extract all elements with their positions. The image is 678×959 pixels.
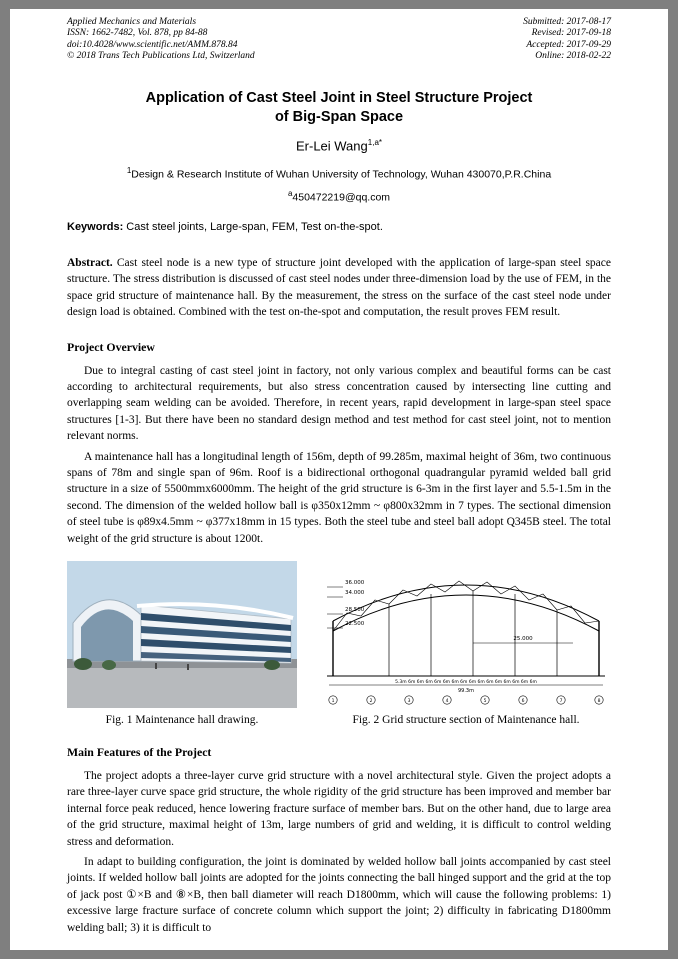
journal-issn: ISSN: 1662-7482, Vol. 878, pp 84-88 <box>67 28 208 39</box>
features-paragraph-1: The project adopts a three-layer curve grid structure with a novel architectural style. Given the project adopts a rare three-layer curve space grid structure, the whole rigidity of the grid structure has been improved and member bar internal force peak reduced, hence lowering fracture surface of member bars. But on the other hand, due to large area of the grid structure, maximal height of 13m, large numbers of grid and welding, it is difficult to control welding stress and deformation. <box>67 770 611 848</box>
fig1-caption: Fig. 1 Maintenance hall drawing. <box>105 714 259 727</box>
author-line <box>67 138 611 153</box>
bay-dimensions: 5.3m 6m 6m 6m 6m 6m 6m 6m 6m 6m 6m 6m 6m 6m 6m 6m <box>395 680 537 686</box>
submitted-date: Submitted: 2017-08-17 <box>523 17 611 27</box>
paper-page <box>10 9 668 950</box>
paper-title-line2: of Big-Span Space <box>274 108 404 125</box>
elevation-label-1: 36.000 <box>345 580 365 587</box>
journal-info <box>67 17 255 63</box>
tree <box>264 660 280 670</box>
figure-1 <box>67 561 297 726</box>
keywords-label: Keywords: <box>67 220 124 233</box>
email-superscript: a <box>287 189 293 199</box>
truss-bottom-chord <box>333 595 599 631</box>
email-text: 450472219@qq.com <box>292 191 391 204</box>
abstract-label: Abstract. <box>67 256 113 269</box>
elevation-label-2: 34.000 <box>345 590 365 597</box>
accepted-date: Accepted: 2017-09-29 <box>526 39 611 50</box>
features-paragraph-2: In adapt to building configuration, the joint is dominated by welded hollow ball joints accompanied by cast steel joints. If welded hollow ball joints are adopted for the joints connecting the ball hinged support and the grid at the top of jack post ①×B and ⑧×B, then ball diameter will reach D1800mm, which will cause the following problems: 1) excessive large fracture surface of concrete column which support the joint; 2) difficulty in fabricating D1800mm welding ball; 3) it is difficult to <box>67 856 611 934</box>
person <box>155 663 157 669</box>
tree <box>74 658 92 670</box>
figure-2 <box>321 573 611 726</box>
keywords-text: Cast steel joints, Large-span, FEM, Test on-the-spot. <box>123 220 383 233</box>
affiliation-line <box>67 166 611 181</box>
figure-row <box>67 561 611 726</box>
paper-dates <box>523 17 611 63</box>
axis-number: 3 <box>407 699 411 705</box>
online-date: Online: 2018-02-22 <box>535 51 611 62</box>
author-superscript: 1,a* <box>367 137 382 147</box>
overview-paragraph-1: Due to integral casting of cast steel joint in factory, not only various complex and beautiful forms can be cast according to architectural requirements, but also stress concentration caused by intersecting line cutting and overlapping seam welding can be avoided. Therefore, in recent years, rapid development in large-span steel space structures [1-3]. But there have been no standard design method and test method for cast steel joint, not to mention relevant norms. <box>67 364 611 443</box>
axis-bubbles <box>329 696 603 704</box>
truss-top-chord <box>333 585 599 621</box>
keywords-line <box>67 221 611 233</box>
axis-number: 5 <box>483 699 487 705</box>
section-heading-main-features: Main Features of the Project <box>67 745 212 760</box>
journal-doi: doi:10.4028/www.scientific.net/AMM.878.84 <box>67 39 238 50</box>
abstract-text: Cast steel node is a new type of structure joint developed with the application of large-span steel space structure. The stress distribution is discussed of cast steel nodes under three-dimension load by the use of FEM, in the space grid structure of maintenance hall. By the measurement, the stress on the surface of the cast steel node under design load is obtained. Combined with the test on-the-spot and computation, the result proves FEM result. <box>67 256 611 319</box>
tree <box>102 660 116 670</box>
axis-number: 2 <box>369 699 373 705</box>
section-heading-project-overview: Project Overview <box>67 339 155 354</box>
axis-number: 7 <box>559 699 563 705</box>
revised-date: Revised: 2017-09-18 <box>531 28 611 39</box>
axis-number: 4 <box>445 699 449 705</box>
email-line <box>67 189 611 204</box>
paper-title <box>67 89 611 127</box>
fig2-caption: Fig. 2 Grid structure section of Maintenance hall. <box>352 714 580 727</box>
overview-paragraph-2: A maintenance hall has a longitudinal length of 156m, depth of 99.285m, maximal height of 36m, two continuous spans of 78m and single span of 96m. Roof is a bidirectional orthogonal quadrangular pyramid welded ball grid structure in a size of 5500mmx6000mm. The height of the grid structure is 6-3m in the first layer and 5.5-1.5m in the second. The dimension of the welded hollow ball is φ350x12mm ~ φ800x32mm in 7 types. The sectional dimension of steel tube is φ89x4.5mm ~ φ377x18mm in 15 types. Both the steel tube and steel ball adopt Q345B steel. The total weight of the grid structure is about 1200t. <box>67 450 611 545</box>
journal-header <box>67 17 611 63</box>
total-length-label: 99.3m <box>457 688 475 695</box>
axis-number: 1 <box>331 699 335 705</box>
affiliation-superscript: 1 <box>126 165 132 175</box>
journal-name: Applied Mechanics and Materials <box>67 17 197 27</box>
person <box>187 664 189 670</box>
pavement <box>67 661 297 708</box>
affiliation-text: Design & Research Institute of Wuhan University of Technology, Wuhan 430070,P.R.China <box>131 168 552 181</box>
truss-web-members <box>333 581 599 631</box>
abstract-paragraph <box>67 255 611 321</box>
elevation-label-3: 28.500 <box>345 607 365 614</box>
fig1-building-photo <box>67 561 297 708</box>
elevation-label-4: 22.500 <box>345 621 365 628</box>
journal-copyright: © 2018 Trans Tech Publications Ltd, Switzerland <box>67 51 255 62</box>
author-name: Er-Lei Wang <box>295 137 368 153</box>
span-dimension-label: 25.000 <box>513 636 533 643</box>
paper-title-line1: Application of Cast Steel Joint in Steel Structure Project <box>145 89 533 106</box>
fig2-grid-section-drawing <box>321 573 611 708</box>
axis-number: 6 <box>521 699 525 705</box>
axis-number: 8 <box>597 699 601 705</box>
